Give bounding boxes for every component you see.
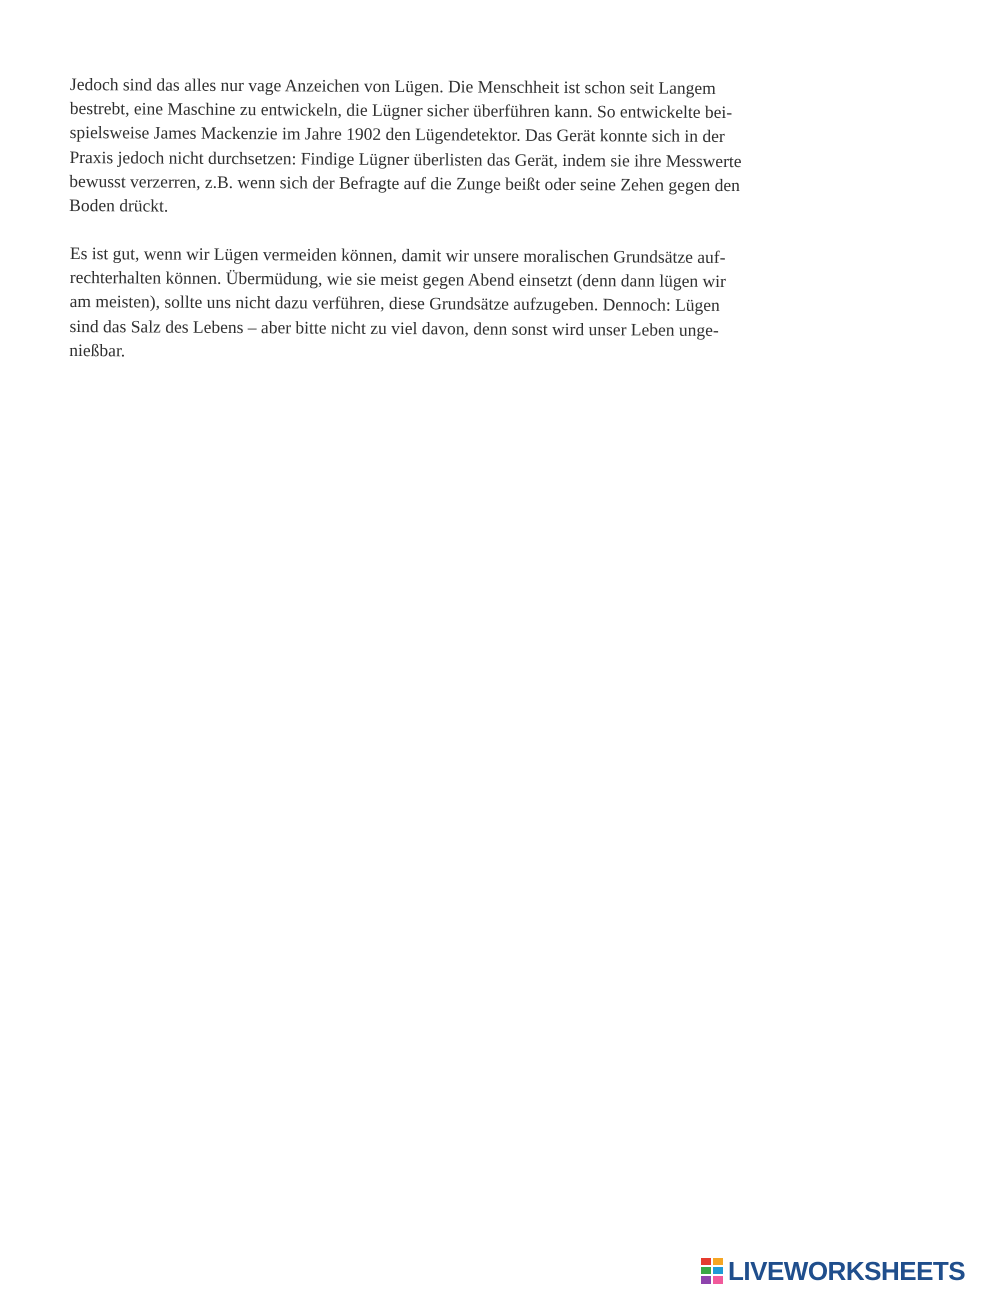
logo-icon-cell: [700, 1257, 712, 1266]
liveworksheets-logo[interactable]: [700, 1255, 965, 1287]
text-line: bestrebt, eine Maschine zu entwickeln, die Lügner sicher überführen kann. So entwickelte bei-: [69, 98, 733, 123]
text-line: nießbar.: [69, 340, 126, 361]
text-line: sind das Salz des Lebens – aber bitte nicht zu viel davon, denn sonst wird unser Leben unge-: [69, 315, 719, 340]
logo-icon-cell: [700, 1275, 712, 1285]
text-line: Boden drückt.: [69, 195, 169, 216]
logo-icon-cell: [712, 1275, 724, 1285]
text-line: am meisten), sollte uns nicht dazu verführen, diese Grundsätze aufzugeben. Dennoch: Lügen: [69, 291, 720, 316]
document-body: [70, 72, 930, 362]
text-line: Jedoch sind das alles nur vage Anzeichen von Lügen. Die Menschheit ist schon seit Langem: [69, 73, 716, 98]
logo-icon-cell: [712, 1257, 724, 1266]
text-line: Praxis jedoch nicht durchsetzen: Findige Lügner überlisten das Gerät, indem sie ihre Messwerte: [69, 146, 742, 171]
logo-icon-cell: [712, 1266, 724, 1275]
text-line: spielsweise James Mackenzie im Jahre 1902 den Lügendetektor. Das Gerät konnte sich in der: [69, 122, 725, 147]
logo-icon-cell: [700, 1266, 712, 1275]
liveworksheets-logo-icon: [700, 1257, 724, 1285]
logo-text: LIVEWORKSHEETS: [728, 1255, 966, 1286]
paragraph-conclusion: [69, 241, 930, 367]
text-line: bewusst verzerren, z.B. wenn sich der Befragte auf die Zunge beißt oder seine Zehen gegen den: [69, 170, 740, 195]
paragraph-lie-detector: [69, 72, 930, 222]
text-line: rechterhalten können. Übermüdung, wie sie meist gegen Abend einsetzt (denn dann lügen wir: [69, 267, 726, 292]
text-line: Es ist gut, wenn wir Lügen vermeiden können, damit wir unsere moralischen Grundsätze auf-: [69, 243, 726, 268]
